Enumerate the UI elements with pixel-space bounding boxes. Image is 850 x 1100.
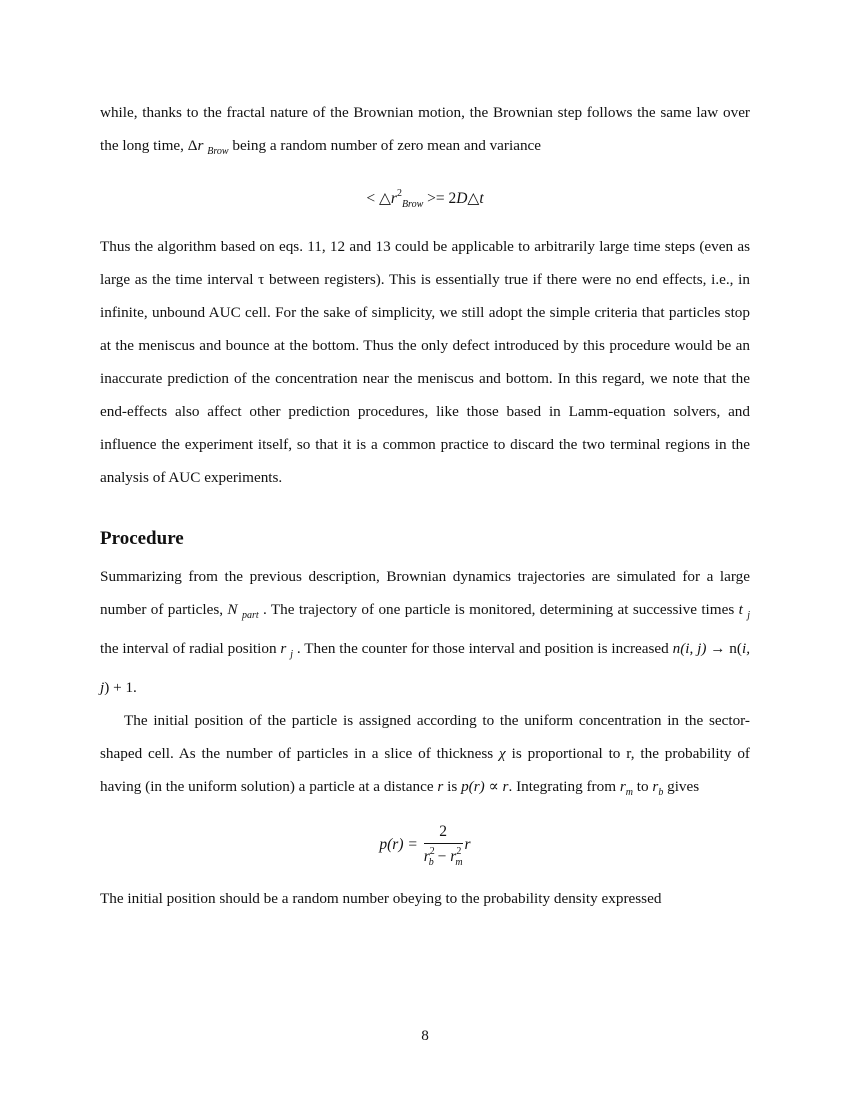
math-sup: 2 — [456, 846, 462, 857]
math-var: i, j — [100, 640, 750, 696]
math-text: < △ — [366, 190, 391, 207]
paragraph-brownian-step — [100, 96, 750, 168]
math-var: χ — [499, 745, 506, 762]
text: . Then the counter for those interval and position is increased — [292, 640, 673, 657]
math-sup: 2 — [429, 846, 435, 857]
text: . The trajectory of one particle is monitored, determining at successive times — [258, 601, 739, 618]
math-sub: m — [625, 787, 633, 798]
math-var: N — [227, 601, 238, 618]
math-expr: n(i, j) — [672, 640, 707, 657]
math-var: r — [437, 778, 444, 795]
math-expr: p(r) = — [379, 836, 422, 854]
math-var: D△t — [456, 190, 484, 207]
math-expr: p(r) ∝ r — [461, 778, 509, 795]
text: is proportional to r, the probability of having (in the uniform solution) a particle at a distance — [100, 745, 750, 795]
text: gives — [663, 778, 700, 795]
paragraph-algorithm: Thus the algorithm based on eqs. 11, 12 and 13 could be applicable to arbitrarily large time steps (even as large as the time interval τ between registers). This is essentially true if there were no end effects, i.e., in infinite, unbound AUC cell. For the sake of simplicity, we still adopt the simple criteria that particles stop at the meniscus and bounce at the bottom. Thus the only defect introduced by this procedure would be an inaccurate prediction of the concentration near the meniscus and bottom. In this regard, we note that the end-effects also affect other prediction procedures, like those based in Lamm-equation solvers, and influence the experiment itself, so that it is a common practice to discard the two terminal regions in the analysis of AUC experiments. — [100, 238, 750, 486]
math-text: >= 2 — [423, 190, 457, 207]
section-heading-procedure: Procedure — [100, 528, 184, 549]
text: ) + 1. — [104, 679, 137, 696]
fraction-denominator — [424, 844, 463, 868]
math-var: r — [652, 778, 659, 795]
math-var: r — [464, 836, 471, 854]
math-var: r — [197, 137, 204, 154]
math-var: r — [390, 190, 397, 207]
math-sub: Brow — [401, 199, 424, 210]
math-sup: 2 — [396, 188, 402, 199]
math-var: t — [738, 601, 743, 618]
fraction — [424, 823, 463, 868]
math-sub: Brow — [207, 146, 229, 157]
text: while, thanks to the fractal nature of the Brownian motion, the Brownian step follows the same law over the long time, Δ — [100, 104, 750, 154]
math-sub: j — [747, 610, 750, 621]
math-sub: m — [455, 857, 463, 868]
text: to — [632, 778, 653, 795]
fraction-numerator: 2 — [424, 823, 463, 844]
paragraph-summary — [100, 560, 750, 704]
math-var: r — [280, 640, 287, 657]
text: The initial position of the particle is assigned according to the uniform concentration in the sector-shaped cell. As the number of particles in a slice of thickness — [100, 712, 750, 762]
equation-variance — [100, 188, 750, 210]
text: . Integrating from — [508, 778, 620, 795]
math-text: − — [433, 848, 451, 865]
math-sub: b — [658, 787, 664, 798]
text: being a random number of zero mean and variance — [228, 137, 542, 154]
equation-probability-density — [100, 823, 750, 868]
math-var: r — [450, 848, 457, 865]
math-var: r — [423, 848, 430, 865]
text: → n( — [706, 640, 742, 657]
math-var: r — [619, 778, 626, 795]
paragraph-initial-position — [100, 704, 750, 809]
text: is — [443, 778, 462, 795]
paragraph-initial-random: The initial position should be a random number obeying to the probability density expressed — [100, 890, 662, 907]
text: Summarizing from the previous description, Brownian dynamics trajectories are simulated for a large number of particles, — [100, 568, 750, 618]
text: the interval of radial position — [100, 640, 281, 657]
page-content — [100, 96, 750, 915]
math-sub: part — [241, 610, 259, 621]
page-number: 8 — [421, 1027, 429, 1044]
math-sub: b — [428, 857, 434, 868]
math-sub: j — [290, 649, 293, 660]
